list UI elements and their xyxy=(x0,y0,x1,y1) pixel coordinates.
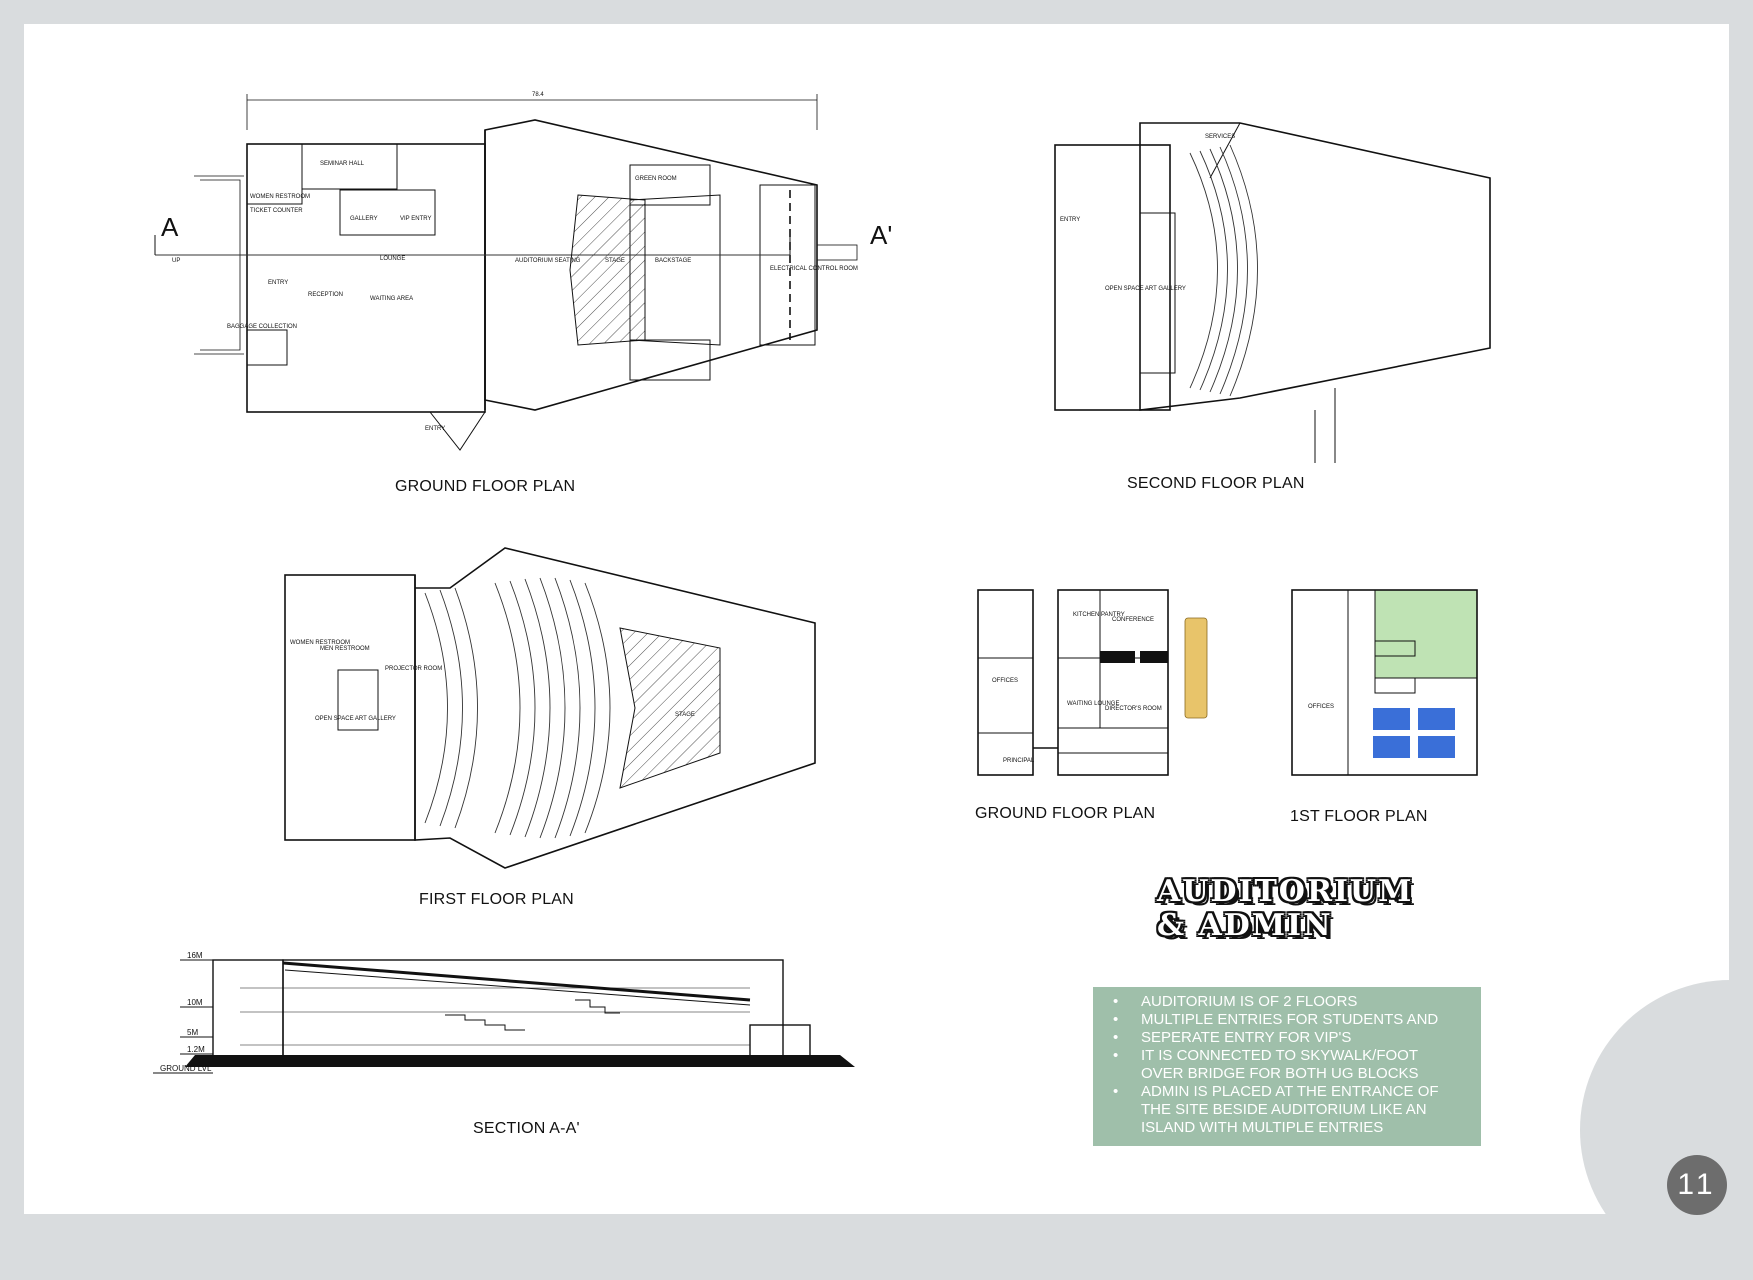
section-title: SECTION A-A' xyxy=(473,1120,580,1137)
note-item: • IT IS CONNECTED TO SKYWALK/FOOT xyxy=(1109,1047,1471,1065)
second-floor-plan-drawing xyxy=(1050,118,1490,468)
admin-conference-label: CONFERENCE xyxy=(1112,617,1155,623)
ground-floor-plan-drawing xyxy=(150,90,893,450)
ground-ticket-label: TICKET COUNTER xyxy=(250,208,303,214)
second-entry-label: ENTRY xyxy=(1060,217,1081,223)
admin-first-offices-label: OFFICES xyxy=(1308,704,1335,710)
section-marker-a-prime: A' xyxy=(870,220,893,250)
solar-panels xyxy=(1373,708,1455,758)
section-drawing xyxy=(145,951,865,1105)
ground-floor-plan-title: GROUND FLOOR PLAN xyxy=(395,478,576,495)
ground-up-label: UP xyxy=(172,258,181,264)
section-level-16m: 16M xyxy=(187,951,203,960)
section-level-ground: GROUND LVL xyxy=(160,1064,212,1073)
section-level-1-2m: 1.2M xyxy=(187,1045,205,1054)
ground-electrical-label: ELECTRICAL CONTROL ROOM xyxy=(770,266,858,272)
section-level-10m: 10M xyxy=(187,998,203,1007)
ground-dim-label: 78.4 xyxy=(532,92,544,98)
page-number-badge: 11 xyxy=(1667,1155,1727,1215)
first-women-label: WOMEN RESTROOM xyxy=(290,640,350,646)
ground-stage-label: STAGE xyxy=(605,258,625,264)
note-item-continuation: ISLAND WITH MULTIPLE ENTRIES xyxy=(1141,1119,1384,1136)
admin-kitchen-label: KITCHEN PANTRY xyxy=(1073,612,1125,618)
note-item: • MULTIPLE ENTRIES FOR STUDENTS AND xyxy=(1109,1011,1471,1029)
main-title-line-1: AUDITORIUM xyxy=(1157,874,1414,909)
note-item-continuation: THE SITE BESIDE AUDITORIUM LIKE AN xyxy=(1141,1101,1427,1118)
ground-backstage-label: BACKSTAGE xyxy=(655,258,692,264)
section-marker-a: A xyxy=(161,212,179,242)
ground-women-label: WOMEN RESTROOM xyxy=(250,194,310,200)
ground-green-room-label: GREEN ROOM xyxy=(635,176,677,182)
first-floor-plan-drawing xyxy=(280,548,820,868)
ground-aud-seating-label: AUDITORIUM SEATING xyxy=(515,258,581,264)
note-item: • AUDITORIUM IS OF 2 FLOORS xyxy=(1109,993,1471,1011)
first-open-space-label: OPEN SPACE ART GALLERY xyxy=(315,716,396,722)
admin-ground-floor-plan-title: GROUND FLOOR PLAN xyxy=(975,805,1156,822)
first-floor-plan-title: FIRST FLOOR PLAN xyxy=(419,891,574,908)
main-title xyxy=(1157,875,1413,943)
ground-entry-bottom-label: ENTRY xyxy=(425,426,446,432)
first-projector-label: PROJECTOR ROOM xyxy=(385,666,443,672)
admin-principal-label: PRINCIPAL xyxy=(1003,758,1035,764)
admin-waiting-label: WAITING LOUNGE xyxy=(1067,701,1120,707)
admin-first-floor-plan-title: 1ST FLOOR PLAN xyxy=(1290,808,1428,825)
admin-first-floor-plan-drawing xyxy=(1290,588,1480,778)
second-seating-arcs xyxy=(1190,145,1258,396)
admin-offices-label: OFFICES xyxy=(992,678,1019,684)
section-level-5m: 5M xyxy=(187,1028,199,1037)
second-open-space-label: OPEN SPACE ART GALLERY xyxy=(1105,286,1186,292)
ground-vip-label: VIP ENTRY xyxy=(400,216,432,222)
second-services-label: SERVICES xyxy=(1205,134,1236,140)
ground-reception-label: RECEPTION xyxy=(308,292,344,298)
note-item: • SEPERATE ENTRY FOR VIP'S xyxy=(1109,1029,1471,1047)
ground-seminar-label: SEMINAR HALL xyxy=(320,161,365,167)
note-item: • ADMIN IS PLACED AT THE ENTRANCE OF xyxy=(1109,1083,1471,1101)
ground-entry-label: ENTRY xyxy=(268,280,289,286)
main-title-line-2: & ADMIN xyxy=(1157,908,1333,943)
first-seating-arcs xyxy=(425,578,610,838)
note-item-continuation: OVER BRIDGE FOR BOTH UG BLOCKS xyxy=(1141,1065,1419,1082)
ground-baggage-label: BAGGAGE COLLECTION xyxy=(227,324,298,330)
first-stage-label: STAGE xyxy=(675,712,695,718)
ground-gallery-label: GALLERY xyxy=(350,216,378,222)
first-men-label: MEN RESTROOM xyxy=(320,646,370,652)
admin-director-label: DIRECTOR'S ROOM xyxy=(1105,706,1162,712)
admin-ground-floor-plan-drawing xyxy=(975,588,1215,778)
second-floor-plan-title: SECOND FLOOR PLAN xyxy=(1127,475,1305,492)
ground-lounge-label: LOUNGE xyxy=(380,256,406,262)
notes-box xyxy=(1093,987,1481,1146)
ground-waiting-label: WAITING AREA xyxy=(370,296,414,302)
